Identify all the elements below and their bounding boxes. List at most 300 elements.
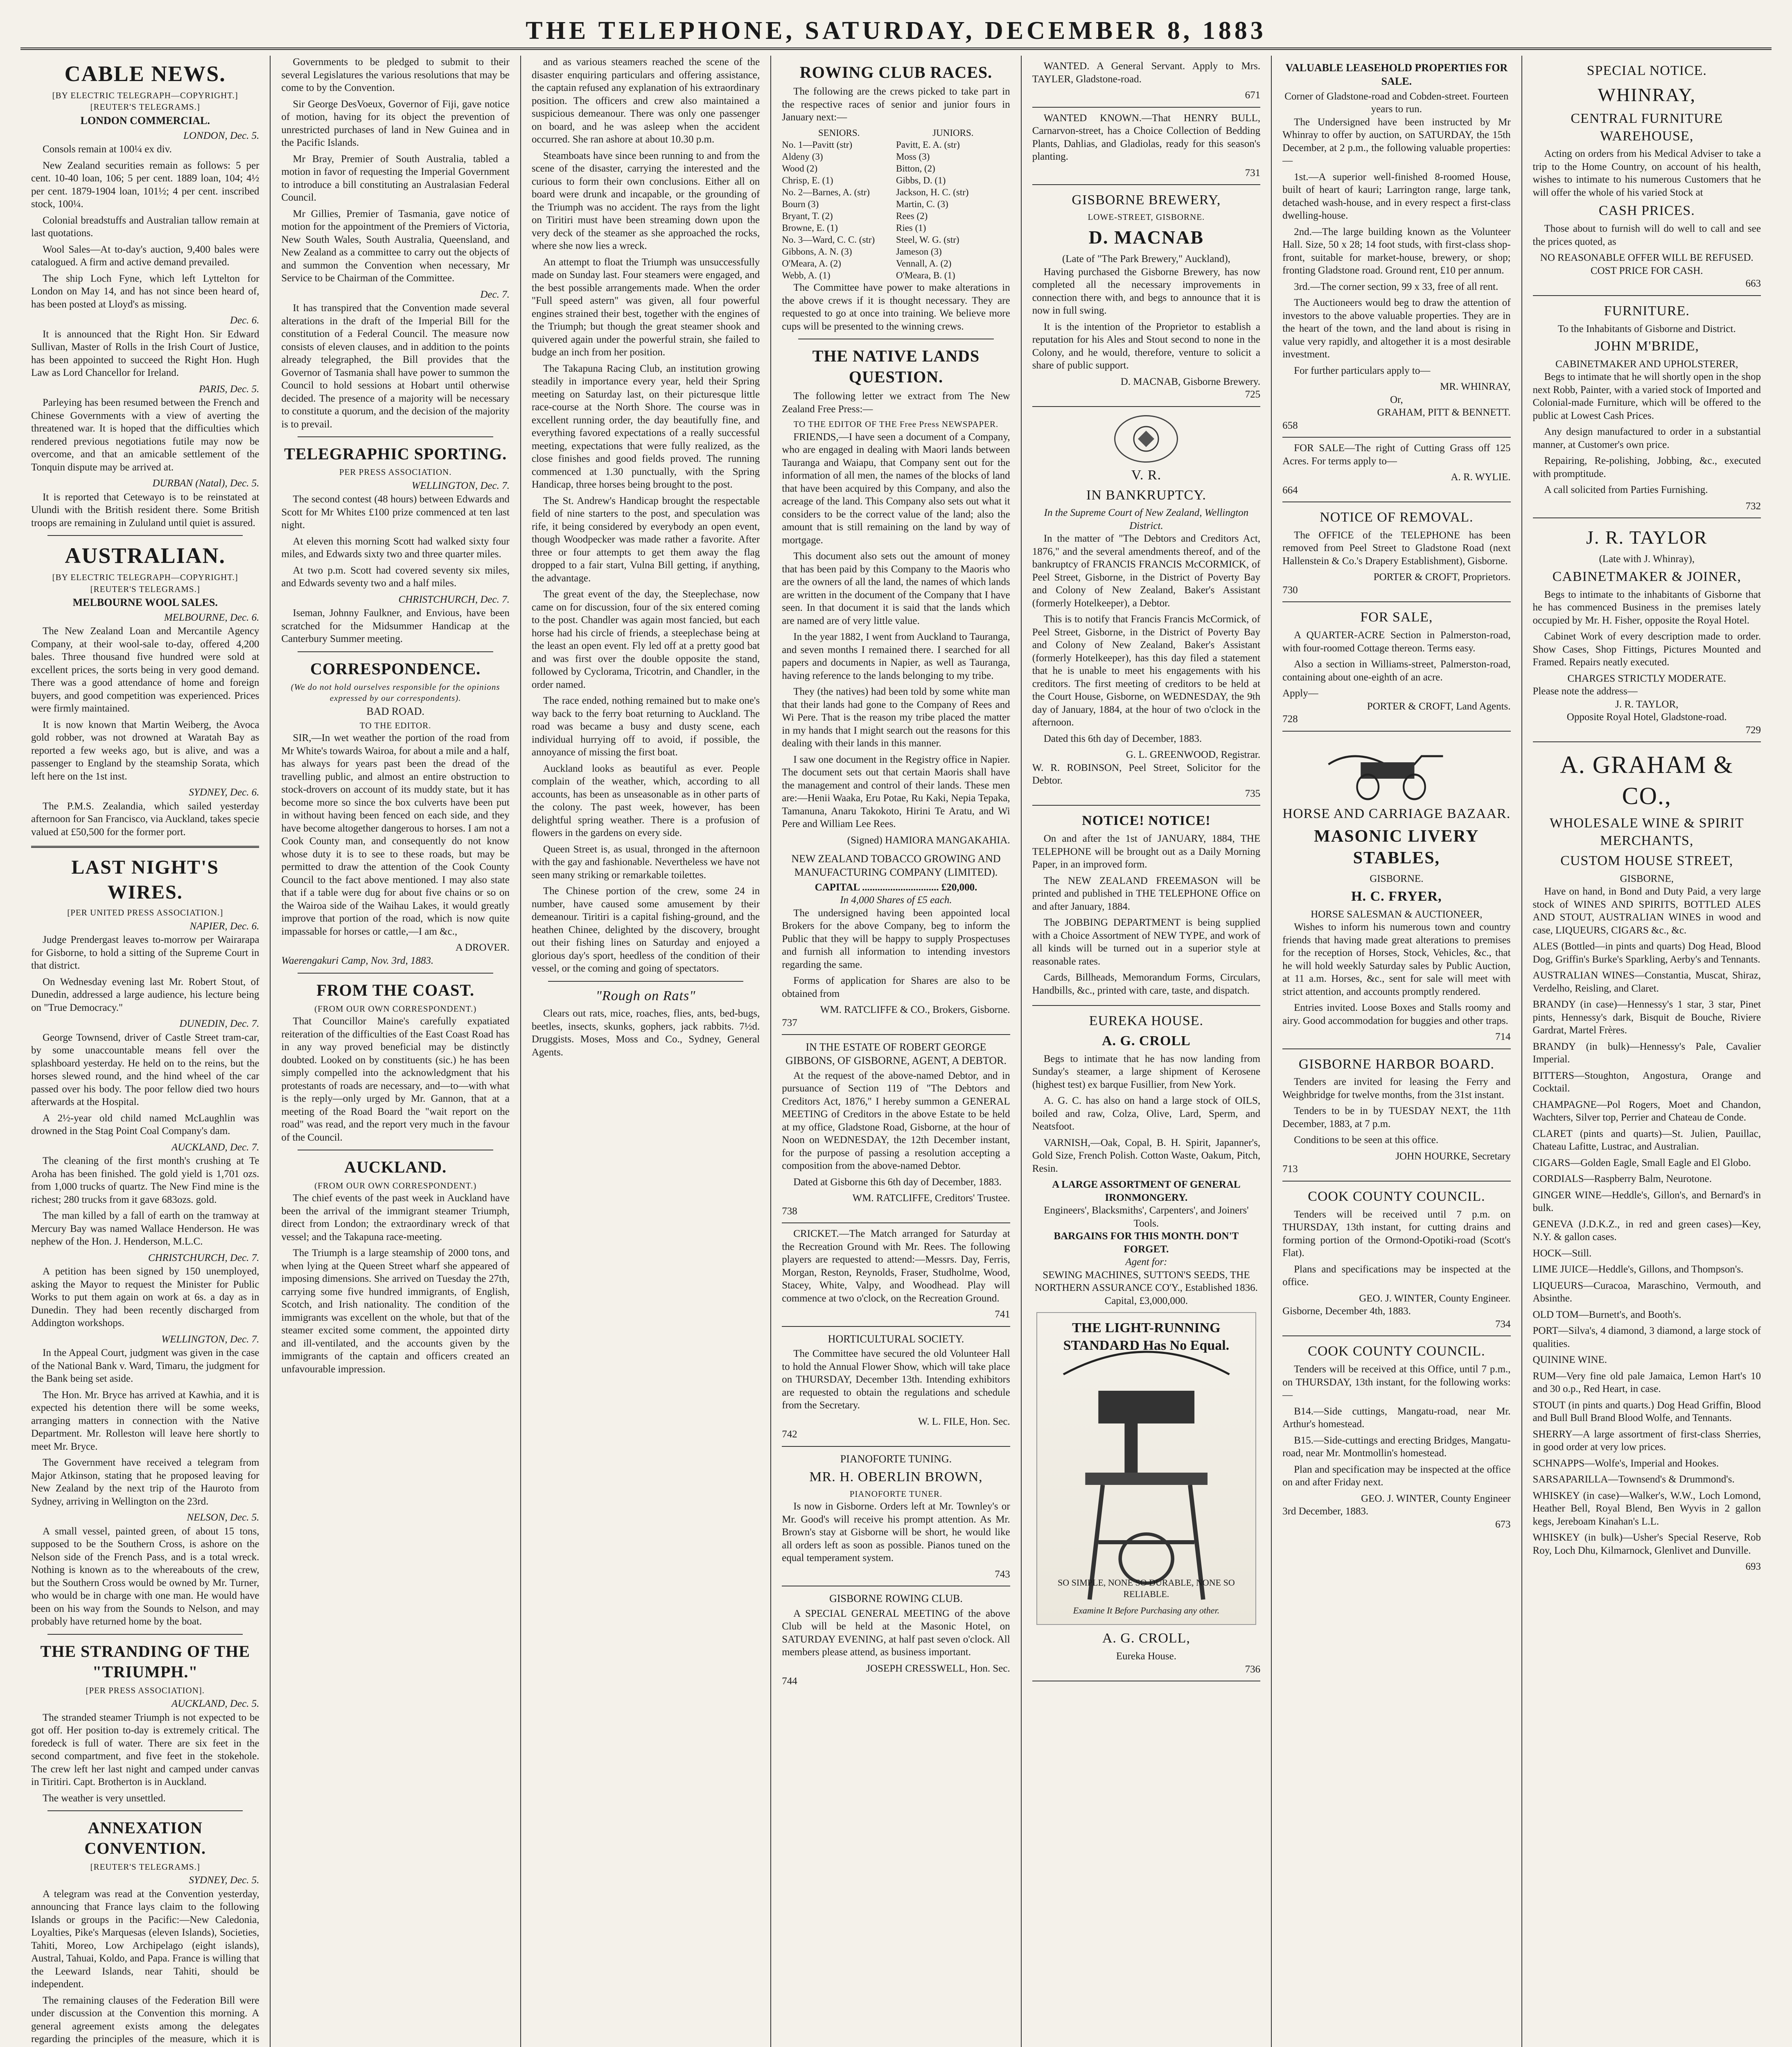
- article-paragraph: In the Appeal Court, judgment was given in the case of the National Bank v. Ward, Timaru, the judgment for the Bank being set aside.: [31, 1347, 260, 1385]
- ware-item: LIME JUICE—Heddle's, Gillons, and Thompson's.: [1532, 1264, 1744, 1275]
- ware-item: GENEVA (J.D.K.Z., in red and green cases)—Key, N.Y. & gallon cases.: [1532, 1218, 1761, 1243]
- ad-body: WANTED. A General Servant. Apply to Mrs. TAYLER, Gladstone-road.: [1032, 61, 1261, 85]
- article-paragraph: The Chinese portion of the crew, some 24 in number, have caused some amusement by their demeanour. Tiritiri is a capital fishing-ground, and the heathen Chinee, delighted by the discovery, brought out their fishing lines on Saturday and enjoyed a glorious day's sport, heedless of the condition of their vessel, or the coming and going of spectators.: [531, 886, 760, 974]
- ad-number: 744: [782, 1676, 797, 1687]
- ad-signature: WM. RATCLIFFE, Creditors' Trustee.: [852, 1193, 1010, 1204]
- ad-body: A. G. C. has also on hand a large stock of OILS, boiled and raw, Colza, Olive, Lard, Sperm, and Neatsfoot.: [1032, 1095, 1261, 1132]
- crew-row: [782, 246, 1010, 258]
- triumph-title: THE STRANDING OF THE "TRIUMPH.": [40, 1642, 250, 1681]
- ad-location: Corner of Gladstone-road and Cobden-street. Fourteen years to run.: [1284, 90, 1509, 115]
- australian-title: AUSTRALIAN.: [65, 543, 226, 568]
- pianoforte-ad: [782, 1447, 1010, 1586]
- article-paragraph: George Townsend, driver of Castle Street tram-car, by some unaccountable means fell over the splashboard yesterday. He held on to the reins, but the horses slewed round, and the hind wheel of the car passed over his body. The poor fellow died two hours afterwards at the Hospital.: [31, 1032, 260, 1108]
- ad-body: 3rd.—The corner section, 99 x 33, free of all rent.: [1294, 281, 1499, 292]
- crew-row: [782, 187, 1010, 199]
- column-5: [1022, 56, 1272, 2047]
- horticultural-ad: [782, 1327, 1010, 1447]
- article-paragraph: They (the natives) had been told by some white man that their lands had gone to the Company of Rees and Wi Pere. That is the reason my tribe placed the matter in my hands that I might search out the reasons for this dealing with their lands in this manner.: [782, 686, 1010, 749]
- dateline: SYDNEY, Dec. 5.: [189, 1875, 260, 1886]
- article-paragraph: On Wednesday evening last Mr. Robert Stout, of Dunedin, addressed a large audience, his lecture being on "True Democracy.": [31, 976, 260, 1013]
- ad-body: Tenders to be in by TUESDAY NEXT, the 11th December, 1883, at 7 p.m.: [1282, 1105, 1511, 1130]
- ad-body: B14.—Side cuttings, Mangatu-road, near Mr. Arthur's homestead.: [1282, 1405, 1511, 1430]
- article-paragraph: The Government have received a telegram from Major Atkinson, stating that he proposed leaving for New Zealand by the next trip of the Hauroto from Sydney, arriving in Wellington on the 23rd.: [31, 1457, 260, 1507]
- dateline: LONDON, Dec. 5.: [183, 130, 260, 141]
- ad-body: CRICKET.—The Match arranged for Saturday at the Recreation Ground with Mr. Rees. The following players are requested to attend:—Messrs. Day, Ferris, Morgan, Reston, Reynolds, Fraser, Studholme, Wood, Stacey, White, Valpy, and Woodhead. Play will commence at two o'clock, on the Recreation Ground.: [782, 1228, 1010, 1304]
- divider: [298, 436, 493, 437]
- ad-subheading: To the Inhabitants of Gisborne and District.: [1557, 323, 1736, 334]
- junior-crew-member: Bitton, (2): [896, 163, 935, 174]
- london-commercial-heading: LONDON COMMERCIAL.: [80, 114, 210, 127]
- ad-body: Begs to intimate that he has now landing from Sunday's steamer, a large shipment of Kerosene (highest test) ex barque Fusillier, from New York.: [1032, 1053, 1261, 1090]
- ad-title: PIANOFORTE TUNING.: [840, 1453, 952, 1465]
- column-7: [1522, 56, 1772, 2047]
- article-paragraph: Colonial breadstuffs and Australian tallow remain at last quotations.: [31, 215, 260, 239]
- ad-signature: GEO. J. WINTER, County Engineer: [1361, 1493, 1511, 1504]
- ad-title: FOR SALE,: [1360, 610, 1433, 625]
- ad-body: The undersigned having been appointed local Brokers for the above Company, beg to inform the Public that they will be happy to supply Prospectuses and furnish all information to intending investors regarding the same.: [782, 907, 1010, 970]
- ad-body: Forms of application for Shares are also to be obtained from: [782, 975, 1010, 999]
- estate-ad: [782, 1035, 1010, 1223]
- article-paragraph: Steamboats have since been running to and from the scene of the disaster, carrying the interested and the curious to form their own conclusions. Either all on board were drunk and incapable, or the grounding of the Triumph was no accident. The rays from the light on Tiritiri must have been streaming down upon the very deck of the steamer as she approached the rocks, where she now lies a wreck.: [531, 150, 760, 251]
- letter-heading: BAD ROAD.: [366, 705, 424, 718]
- ad-number: 741: [995, 1309, 1010, 1320]
- article-paragraph: The New Zealand Loan and Mercantile Agency Company, at their wool-sale to-day, offered 4,200 bales. Three thousand five hundred were sold at excellent prices, the sorts being in very good demand. There was a good attendance of home and foreign buyers, and good competition was experienced. Prices were firmly maintained.: [31, 626, 260, 714]
- senior-crew-member: No. 1—Pavitt (str): [782, 139, 853, 150]
- ad-late: (Late with J. Whinray),: [1599, 554, 1695, 565]
- standard-caption: SO SIMPLE, NONE SO DURABLE, NONE SO RELIABLE.: [1058, 1577, 1235, 1599]
- crew-row: [782, 163, 1010, 175]
- ware-item: SHERRY—A large assortment of first-class Sherries, in good order at very low prices.: [1532, 1428, 1761, 1453]
- senior-crew-member: Bryant, T. (2): [782, 210, 833, 221]
- ad-heading: MASONIC LIVERY STABLES,: [1314, 827, 1479, 868]
- article-paragraph: FRIENDS,—I have seen a document of a Company, who are engaged in dealing with Maori lands between Tauranga and Waiapu, that Company sent out for the information of all men, the names of the blocks of land that have been acquired by this Company, and also the acreage of the land. This Company also sets out what it considers to be the correct value of the land; also the amount that is still remaining on the land by way of mortgage.: [782, 431, 1010, 546]
- divider: [47, 535, 243, 536]
- ad-subheading: WHOLESALE WINE & SPIRIT MERCHANTS,: [1549, 816, 1744, 849]
- senior-crew-member: Bourn (3): [782, 199, 819, 209]
- ad-title: SPECIAL NOTICE.: [1587, 63, 1707, 78]
- dateline: WELLINGTON, Dec. 7.: [411, 480, 510, 491]
- sporting-subtitle: PER PRESS ASSOCIATION.: [339, 467, 452, 477]
- court: In the Supreme Court of New Zealand, Wellington District.: [1044, 507, 1249, 531]
- ad-date: Gisborne, December 4th, 1883.: [1282, 1306, 1411, 1317]
- letter-body: SIR,—In wet weather the portion of the road from Mr White's towards Wairoa, for about a mile and a half, has always for years past been the dread of the travelling public, and almost an entire obstruction to stock-drovers on account of its muddy state, but it has become more so since the box culverts have been put in without having been fenced on each side, and they have become altogether dangerous to horses. I am not a Cook County man, and consequently do not know whose duty it is to see to these roads, but may be permitted to draw the attention of the Cook County Council to the fact above mentioned. I may also state that if a table were dug for about five chains or so on the Wairoa side of the Waihau Lakes, it would greatly improve that portion of the road, which is now quite impassable for horses or cattle,—I am &c.,: [281, 732, 510, 937]
- dateline: NELSON, Dec. 5.: [187, 1512, 260, 1523]
- annexation-title: ANNEXATION CONVENTION.: [84, 1819, 206, 1858]
- ad-body: This is to notify that Francis Francis McCormick, of Peel Street, Gisborne, in the District of Poverty Bay and Colony of New Zealand, Baker's Assistant (formerly Hotelkeeper), has this day filed a statement that he is unable to meet his engagements with his creditors. The first meeting of creditors to be held at the Court House, Gisborne, on WEDNESDAY, the 9th day of January, 1884, at the hour of two o'clock in the afternoon.: [1032, 614, 1261, 728]
- junior-crew-member: Ries (1): [896, 222, 926, 233]
- ad-address: LOWE-STREET, GISBORNE.: [1088, 212, 1205, 222]
- ad-body: A SPECIAL GENERAL MEETING of the above Club will be held at the Masonic Hotel, on SATURDAY EVENING, at half past seven o'clock. All members please attend, as business important.: [782, 1608, 1010, 1658]
- article-paragraph: A telegram was read at the Convention yesterday, announcing that France lays claim to the following Islands or groups in the Pacific:—New Caledonia, Loyalties, Pike's Marquesas (eleven Islands), Societies, Tahiti, Moreo, Low Archipelago (eight islands), Austral, Tahuai, Koldo, and Papa. France is willing that the Leeward Islands, near Tahiti, should be independent.: [31, 1888, 260, 1990]
- ad-heading: CENTRAL FURNITURE WAREHOUSE,: [1571, 111, 1723, 144]
- ad-number: 664: [1282, 484, 1298, 496]
- graham-ad: [1533, 742, 1761, 1578]
- ad-title: IN THE ESTATE OF ROBERT GEORGE GIBBONS, OF GISBORNE, AGENT, A DEBTOR.: [785, 1041, 1007, 1066]
- crew-row: [782, 199, 1010, 210]
- cricket-ad: [782, 1223, 1010, 1327]
- livery-stables-ad: [1282, 732, 1510, 1049]
- vr-label: V. R.: [1131, 467, 1162, 483]
- ad-body: Please note the address—: [1532, 686, 1638, 697]
- ad-body: Plan and specification may be inspected at the office on and after Friday next.: [1282, 1464, 1511, 1488]
- ad-number: 735: [1245, 788, 1261, 799]
- ad-signature: A. R. WYLIE.: [1451, 472, 1511, 483]
- article-paragraph: Iseman, Johnny Faulkner, and Envious, have been scratched for the Midsummer Handicap at the Canterbury Summer meeting.: [281, 608, 510, 645]
- wool-sales-heading: MELBOURNE WOOL SALES.: [72, 596, 218, 609]
- ad-body: Tenders will be received at this Office, until 7 p.m., on THURSDAY, 13th instant, for the following works:—: [1282, 1364, 1511, 1401]
- ad-solicitor: W. R. ROBINSON, Peel Street, Solicitor for the Debtor.: [1032, 762, 1261, 786]
- removal-ad: [1282, 502, 1510, 602]
- article-paragraph: The Takapuna Racing Club, an institution growing steadily in importance every year, held their Spring meeting on Saturday last, on their picturesque little race-course at the North Shore. The course was in excellent running order, the day beautifully fine, and everything favored expectations of a really successful meeting, expectations that were fully realized, as the close finishes and good fields proved. The running commenced at 1.30 punctually, with the Spring Handicap, three horses being brought to the post.: [531, 363, 760, 490]
- sporting-title: TELEGRAPHIC SPORTING.: [284, 445, 507, 463]
- rough-on-rats-ad-title: "Rough on Rats": [596, 988, 696, 1003]
- signature: (Signed) HAMIORA MANGAKAHIA.: [847, 834, 1010, 846]
- ad-number: 693: [1745, 1561, 1761, 1573]
- ad-body: Have on hand, in Bond and Duty Paid, a very large stock of WINES AND SPIRITS, BOTTLED ALES AND STOUT, AUSTRALIAN WINES in wood and case, LIQUEURS, CIGARS &c., &c.: [1532, 886, 1761, 936]
- eureka-ad: [1032, 1006, 1260, 1681]
- dateline: DURBAN (Natal), Dec. 5.: [152, 478, 260, 489]
- ad-body: Tenders will be received until 7 p.m. on THURSDAY, 13th instant, for cutting drains and forming portion of the Ormond-Opotiki-road (Scott's Flat).: [1282, 1209, 1511, 1259]
- ad-body: Dated this 6th day of December, 1883.: [1043, 733, 1202, 744]
- ad-title: GISBORNE HARBOR BOARD.: [1298, 1056, 1494, 1072]
- dateline: AUCKLAND, Dec. 5.: [171, 1698, 260, 1709]
- from-the-coast-title: FROM THE COAST.: [316, 981, 475, 1000]
- bargains: BARGAINS FOR THIS MONTH. DON'T FORGET.: [1054, 1231, 1239, 1255]
- ware-item: WHISKEY (in case)—Walker's, W.W., Loch Lomond, Heather Bell, Royal Blend, Ben Wyvis in 2 gallon kegs, Jereboam Kinahan's L.L.: [1532, 1490, 1761, 1527]
- ad-signature: J. R. TAYLOR,: [1615, 698, 1679, 710]
- ad-heading: MR. H. OBERLIN BROWN,: [809, 1469, 983, 1484]
- article-paragraph: The weather is very unsettled.: [43, 1792, 166, 1804]
- ad-number: 658: [1282, 420, 1298, 431]
- ad-title: NOTICE OF REMOVAL.: [1320, 510, 1474, 525]
- ware-item: SARSAPARILLA—Townsend's & Drummond's.: [1532, 1474, 1735, 1485]
- ad-subsignature: Eureka House.: [1116, 1651, 1176, 1662]
- article-paragraph: I saw one document in the Registry office in Napier. The document sets out that certain Maoris shall have the management and control of their lands. These men are:—Henii Waaka, Eru Potae, Ru Kaki, Nepia Tepaka, Tamanuna, Anaru Takokoto, Hirini Te Aratu, and Wi Pere and William Lee Rees.: [782, 754, 1010, 830]
- article-paragraph: and as various steamers reached the scene of the disaster enquiring particulars and offering assistance, the captain refused any explanation of his extraordinary position. The officers and crew also maintained a suspicious demeanour. There was only one passenger on board, and he was asleep when the accident occurred. She ran ashore at about 10.30 p.m.: [531, 56, 760, 145]
- ad-title: VALUABLE LEASEHOLD PROPERTIES FOR SALE.: [1285, 62, 1508, 87]
- article-paragraph: The Triumph is a large steamship of 2000 tons, and when lying at the Queen Street wharf she appeared of imposing dimensions. She arrived on Tuesday the 27th, carrying some five hundred immigrants, of English, Scotch, and Irish nationality. The condition of the immigrants was excellent on the whole, but that of the steamer excited some comment, the appointed dirty and ill-ventilated, and the accounts given by the immigrants of the captain and officers created an unfavourable impression.: [281, 1247, 510, 1375]
- senior-crew-member: No. 2—Barnes, A. (str): [782, 187, 870, 197]
- last-nights-wires-title: LAST NIGHT'S WIRES.: [71, 856, 219, 903]
- ad-body: Engineers', Blacksmiths', Carpenters', and Joiners' Tools.: [1044, 1205, 1249, 1229]
- ad-name: H. C. FRYER,: [1351, 888, 1442, 904]
- agent-list: SEWING MACHINES, SUTTON'S SEEDS, THE NORTHERN ASSURANCE CO'Y., Established 1836. Capital, £3,000,000.: [1034, 1269, 1258, 1306]
- dateline: PARIS, Dec. 5.: [199, 383, 260, 395]
- ad-body: It is the intention of the Proprietor to establish a reputation for his Ales and Stout second to none in the Colony, and he would, therefore, venture to solicit a share of public support.: [1032, 321, 1261, 371]
- junior-crew-member: O'Meara, B. (1): [896, 270, 955, 280]
- brewery-ad: [1032, 185, 1260, 407]
- crew-row: [782, 258, 1010, 270]
- senior-crew-member: Aldeny (3): [782, 151, 823, 162]
- triumph-subtitle: [PER PRESS ASSOCIATION].: [86, 1685, 205, 1695]
- article-paragraph: It has transpired that the Convention made several alterations in the draft of the Imperial Bill for the constitution of a Federal Council. The measure now consists of eleven clauses, and in addition to the points already telegraphed, the Bill provides that the Governor of Tasmania shall have power to summon the Council to hold sessions at Hobart until otherwise decided. The presence of a majority will be necessary to constitute a quorum, and the decision of the majority is to prevail.: [281, 303, 510, 430]
- ad-number: 729: [1745, 724, 1761, 736]
- ad-body: B15.—Side-cuttings and erecting Bridges, Mangatu-road, near Mr. Montmollin's homestead.: [1282, 1435, 1511, 1459]
- divider: [31, 846, 259, 848]
- taylor-ad: [1533, 518, 1761, 742]
- article-paragraph: A small vessel, painted green, of about 15 tons, supposed to be the Southern Cross, is ashore on the Nelson side of the French Pass, and is a total wreck. Nothing is known as to the whereabouts of the crew, but the Southern Cross would be owned by Mr. Turner, who would be in charge with one man. He would have been on his way from the Sounds to Nelson, and may probably have returned home by the boat.: [31, 1525, 260, 1627]
- leasehold-ad: [1282, 56, 1510, 438]
- ad-body: Clears out rats, mice, roaches, flies, ants, bed-bugs, beetles, insects, skunks, gophers, jack rabbits. 7½d. Druggists. Moses, Moss and Co., Sydney, General Agents.: [531, 1008, 760, 1058]
- ad-signature: WM. RATCLIFFE & CO., Brokers, Gisborne.: [820, 1004, 1010, 1016]
- ad-number: 731: [1245, 167, 1261, 178]
- ad-title: NEW ZEALAND TOBACCO GROWING AND MANUFACTURING COMPANY (LIMITED).: [791, 853, 1001, 878]
- ad-body: WANTED KNOWN.—That HENRY BULL, Carnarvon-street, has a Choice Collection of Bedding Plants, Dahlias, and Gladiolas, ready for this season's planting.: [1032, 112, 1261, 162]
- ad-subheading: CABINETMAKER AND UPHOLSTERER,: [1555, 358, 1738, 370]
- ad-body: Begs to intimate that he will shortly open in the shop next Robb, Painter, with a varied stock of Imported and Colonial-made Furniture, which will be offered to the public at Lowest Cash Prices.: [1532, 371, 1761, 421]
- ad-body: Wishes to inform his numerous town and country friends that having made great alterations to premises for the reception of Horses, Stock, Vehicles, &c., that he will hold weekly Saturday sales by Public Auction, at 11 a.m. Horses, &c., sent for sale will meet with strict attention, and accounts promptly rendered.: [1282, 922, 1511, 997]
- divider: [298, 973, 493, 974]
- ad-signature: PORTER & CROFT, Proprietors.: [1373, 572, 1511, 583]
- crew-row: [782, 222, 1010, 234]
- australian-subtitle: [BY ELECTRIC TELEGRAPH—COPYRIGHT.]: [52, 572, 238, 583]
- ad-name: A. G. CROLL: [1101, 1033, 1191, 1049]
- ad-address: CUSTOM HOUSE STREET,: [1560, 853, 1733, 869]
- ad-body: In the matter of "The Debtors and Creditors Act, 1876," and the several amendments thereof, and of the bankruptcy of FRANCIS FRANCIS McCORMICK, of Peel Street, Gisborne, in the District of Poverty Bay and Colony of New Zealand, Baker's Assistant (formerly Hotelkeeper), a Debtor.: [1032, 533, 1261, 609]
- ad-title: COOK COUNTY COUNCIL.: [1308, 1344, 1485, 1359]
- divider: [548, 981, 743, 982]
- ad-subheading: (Late of "The Park Brewery," Auckland),: [1062, 253, 1230, 265]
- dateline: Dec. 7.: [480, 289, 510, 300]
- to-editor-label: TO THE EDITOR OF THE Free Press NEWSPAPER.: [793, 419, 999, 429]
- ware-item: ALES (Bottled—in pints and quarts) Dog Head, Blood Dog, Griffin's Burke's Sparkling, Aerby's and Tennants.: [1532, 941, 1761, 965]
- reuters-label: [REUTER'S TELEGRAMS.]: [90, 1862, 200, 1872]
- article-paragraph: Consols remain at 100¼ ex div.: [43, 144, 172, 155]
- ad-subheading: CABINETMAKER & JOINER,: [1552, 569, 1741, 584]
- article-paragraph: Parleying has been resumed between the French and Chinese Governments with a view of averting the threatened war. It is hoped that the difficulties which rendered previous negotiations futile may now be overcome, and that an amicable settlement of the Tonquin dispute may be arrived at.: [31, 397, 260, 473]
- wanted-known-ad: [1032, 108, 1260, 185]
- ad-number: 714: [1495, 1031, 1511, 1043]
- ad-title: IN BANKRUPTCY.: [1086, 487, 1206, 503]
- ad-body: A call solicited from Parties Furnishing.: [1544, 484, 1708, 496]
- article-paragraph: It is now known that Martin Weiberg, the Avoca gold robber, was not drowned at Waratah Bay as reported a few weeks ago, but is alive, and was a passenger to England by the steamship Sorata, which left here on the 1st inst.: [31, 719, 260, 782]
- masthead: THE TELEPHONE, SATURDAY, DECEMBER 8, 1883: [20, 14, 1772, 50]
- capital: CAPITAL .............................. £20,000.: [815, 881, 977, 893]
- ad-body: A LARGE ASSORTMENT OF GENERAL IRONMONGERY.: [1052, 1179, 1241, 1203]
- ad-body: The Undersigned have been instructed by Mr Whinray to offer by auction, on SATURDAY, the 15th December, at 2 p.m., the following valuable properties:—: [1282, 116, 1511, 166]
- bankruptcy-ad: [1032, 407, 1260, 806]
- harbor-board-ad: [1282, 1049, 1510, 1182]
- ad-number: 732: [1745, 500, 1761, 512]
- article-paragraph: At two p.m. Scott had covered seventy six miles, and Edwards seventy two and a half miles.: [281, 565, 510, 589]
- crew-row: [782, 175, 1010, 187]
- junior-crew-member: Pavitt, E. A. (str): [896, 139, 960, 150]
- ad-date: 3rd December, 1883.: [1282, 1506, 1369, 1517]
- article-paragraph: Mr Bray, Premier of South Australia, tabled a motion in favor of requesting the Imperial Government to introduce a bill constituting an Australasian Federal Council.: [281, 153, 510, 203]
- ad-name: WHINRAY,: [1598, 84, 1696, 105]
- ware-item: BRANDY (in bulk)—Hennessy's Pale, Cavalier Imperial.: [1532, 1041, 1761, 1065]
- ware-item: BITTERS—Stoughton, Angostura, Orange and Cocktail.: [1532, 1070, 1761, 1094]
- article-paragraph: A 2½-year old child named McLaughlin was drowned in the Stag Point Coal Company's dam.: [31, 1112, 260, 1137]
- ad-body: Repairing, Re-polishing, Jobbing, &c., executed with promptitude.: [1532, 455, 1761, 479]
- dateline: MELBOURNE, Dec. 6.: [164, 612, 260, 623]
- wanted-servant-ad: [1032, 56, 1260, 108]
- crew-row: [782, 139, 1010, 151]
- junior-crew-member: Jackson, H. C. (str): [896, 187, 969, 197]
- dateline: DUNEDIN, Dec. 7.: [179, 1018, 260, 1030]
- article-paragraph: The remaining clauses of the Federation Bill were under discussion at the Convention this morning. A general agreement exists among the delegates regarding the principles of the measure, which it is: [31, 1995, 260, 2045]
- ad-title: FURNITURE.: [1604, 303, 1690, 319]
- ad-body: The NEW ZEALAND FREEMASON will be printed and published in THE TELEPHONE Office on and after January, 1884.: [1032, 875, 1261, 912]
- senior-crew-member: Wood (2): [782, 163, 818, 174]
- ad-town: GISBORNE,: [1620, 873, 1674, 884]
- ad-body: Having purchased the Gisborne Brewery, has now completed all the necessary improvements in connection there with, and begs to announce that it is now in full swing.: [1032, 266, 1261, 316]
- article-paragraph: Queen Street is, as usual, thronged in the afternoon with the gay and fashionable. Nevertheless we have not seen many striking or remarkable toilettes.: [531, 843, 760, 881]
- ad-or: Or,: [1390, 394, 1403, 405]
- ad-body: The Committee have secured the old Volunteer Hall to hold the Annual Flower Show, which will take place on THURSDAY, December 13th. Intending exhibitors are requested to obtain the regulations and schedule from the Secretary.: [782, 1348, 1010, 1411]
- cable-news-title: CABLE NEWS.: [64, 61, 226, 86]
- divider: [47, 1634, 243, 1635]
- crew-row: [782, 234, 1010, 246]
- article-paragraph: An attempt to float the Triumph was unsuccessfully made on Sunday last. Four steamers were engaged, and the best possible arrangements made. When the order "Full speed astern" was given, all four powerful engines strained their best, together with the engines of the Triumph; but though the great steamer shook and quivered again under the powerful strain, she failed to budge an inch from her position.: [531, 256, 760, 358]
- seniors-label: SENIORS.: [818, 127, 860, 138]
- standard-brand: THE LIGHT-RUNNING STANDARD Has No Equal.: [1063, 1320, 1230, 1353]
- notice-ad: [1032, 806, 1260, 1006]
- junior-crew-member: Gibbs, D. (1): [896, 175, 946, 185]
- article-paragraph: At eleven this morning Scott had walked sixty four miles, and Edwards sixty two and three quarter miles.: [281, 535, 510, 560]
- ad-signature: PORTER & CROFT, Land Agents.: [1367, 700, 1511, 712]
- ware-item: OLD TOM—Burnett's, and Booth's.: [1532, 1309, 1681, 1320]
- dateline: NAPIER, Dec. 6.: [190, 920, 260, 932]
- carriage-illustration: [1307, 740, 1486, 801]
- ware-item: GINGER WINE—Heddle's, Gillon's, and Bernard's in bulk.: [1532, 1189, 1761, 1214]
- column-1: [20, 56, 271, 2047]
- ad-body: Cards, Billheads, Memorandum Forms, Circulars, Handbills, &c., printed with care, taste, and dispatch.: [1032, 972, 1261, 996]
- article-paragraph: New Zealand securities remain as follows: 5 per cent. 10-40 loan, 106; 5 per cent. 1889 loan, 104; 4½ per cent. 1879-1904 loan, 101½; 4 per cent. inscribed stock, 100¼.: [31, 160, 260, 210]
- senior-crew-member: Browne, E. (1): [782, 222, 838, 233]
- crews-header: [782, 127, 1010, 139]
- article-paragraph: It is announced that the Right Hon. Sir Edward Sullivan, Master of Rolls in the Irish Court of Justice, has been appointed to succeed the Right Hon. Hugh Law as Lord Chancellor for Ireland.: [31, 328, 260, 379]
- article-paragraph: That Councillor Maine's carefully expatiated reiteration of the difficulties of the East Coast Road has in any way proved beneficial may be distinctly doubted. Looked on by constituents (sic.) he has been simply compelled into the acknowledgment that his protestants of roads are necessary, and—to—with what is the reply—only urged by Mr. Gannon, that at a meeting of the Road Board the "wait report on the road" was read, and the report very much in the favour of the Council.: [281, 1016, 510, 1143]
- ad-apply: Apply—: [1282, 688, 1318, 699]
- whinray-ad: [1533, 56, 1761, 296]
- ad-number: 743: [995, 1568, 1010, 1580]
- ad-signature: A. G. CROLL,: [1102, 1631, 1190, 1646]
- ad-body: CHARGES STRICTLY MODERATE.: [1567, 673, 1727, 684]
- ad-subheading: HORSE SALESMAN & AUCTIONEER,: [1311, 908, 1483, 920]
- article-paragraph: Wool Sales—At to-day's auction, 9,400 bales were catalogued. A firm and active demand prevailed.: [31, 244, 260, 268]
- article-paragraph: The stranded steamer Triumph is not expected to be got off. Her position to-day is extremely critical. The foredeck is full of water. There are six feet in the second compartment, and five feet in the stokehole. The crew left her last night and camped under canvas in Tiritiri. Capt. Brotherton is in Auckland.: [31, 1712, 260, 1787]
- junior-crew-member: Jameson (3): [896, 246, 942, 257]
- ad-name: J. R. TAYLOR: [1586, 527, 1708, 548]
- junior-crew-member: Moss (3): [896, 151, 930, 162]
- county-council-ad-1: [1282, 1182, 1510, 1336]
- article-paragraph: The race ended, nothing remained but to make one's way back to the ferry boat returning to Auckland. The road was became a busy and dusty scene, each individual hurrying off to avoid, if possible, the annoyance of missing the first boat.: [531, 695, 760, 758]
- ad-number: 673: [1495, 1518, 1511, 1530]
- ad-number: 730: [1282, 584, 1298, 596]
- article-paragraph: The cleaning of the first month's crushing at Te Aroha has been finished. The gold yield is 1,701 ozs. from 1,000 trucks of quartz. The New Find mine is the richest; 280 trucks from it gave 683ozs. gold.: [31, 1155, 260, 1205]
- auckland-subtitle: (FROM OUR OWN CORRESPONDENT.): [314, 1180, 477, 1191]
- article-paragraph: The great event of the day, the Steeplechase, now came on for discussion, four of the six entered coming to the post. Chandler was again most fancied, but each horse had his circle of friends, a steeplechase being at the least an open event. Fly led off at a pretty good bat and was first over the double opposite the stand, followed by Cyclorama, Tricotrin, and Chandler, in the order named.: [531, 589, 760, 690]
- ad-body: The OFFICE of the TELEPHONE has been removed from Peel Street to Gladstone Road (next Hallenstein & Co.'s Drapery Establishment), Gisborne.: [1282, 529, 1511, 567]
- ad-number: 736: [1245, 1663, 1261, 1675]
- ad-body: At the request of the above-named Debtor, and in pursuance of Section 119 of "The Debtors and Creditors Act, 1876," I hereby summon a GENERAL MEETING of Creditors in the above Estate to be held at my office, Gladstone Road, Gisborne, at the hour of Noon on WEDNESDAY, the 12th December instant, for the purpose of passing a resolution accepting a composition from the above-named Debtor.: [782, 1070, 1010, 1172]
- ad-number: 713: [1282, 1164, 1298, 1175]
- ad-name: JOHN M'BRIDE,: [1594, 339, 1699, 354]
- ware-item: STOUT (in pints and quarts.) Dog Head Griffin, Blood and Bull Bull Brand Blood Wolfe, and Tennants.: [1532, 1399, 1761, 1424]
- ad-title: EUREKA HOUSE.: [1089, 1013, 1204, 1029]
- ad-number: 663: [1745, 278, 1761, 289]
- senior-crew-member: Webb, A. (1): [782, 270, 831, 280]
- ware-item: CLARET (pints and quarts)—St. Julien, Pauillac, Chateau Lafitte, Lustrac, and Australian.: [1532, 1128, 1761, 1152]
- article-paragraph: The following are the crews picked to take part in the respective races of senior and junior fours in January next:—: [782, 86, 1010, 123]
- article-paragraph: The ship Loch Fyne, which left Lyttelton for London on May 14, and has not since been heard of, has been posted at Lloyd's as missing.: [31, 273, 260, 310]
- divider: [298, 651, 493, 652]
- dateline: AUCKLAND, Dec. 7.: [171, 1141, 260, 1153]
- ware-item: SCHNAPPS—Wolfe's, Imperial and Hookes.: [1532, 1457, 1719, 1469]
- agent-for: Agent for:: [1125, 1256, 1167, 1268]
- ad-address: Opposite Royal Hotel, Gladstone-road.: [1566, 712, 1727, 723]
- coast-subtitle: (FROM OUR OWN CORRESPONDENT.): [314, 1003, 477, 1014]
- ad-body: 1st.—A superior well-finished 8-roomed House, built of heart of kauri; Larrington range, large tank, detached wash-house, and in every respect a first-class dwelling-house.: [1282, 171, 1511, 221]
- rowing-title: ROWING CLUB RACES.: [799, 63, 993, 81]
- wires-subtitle: [PER UNITED PRESS ASSOCIATION.]: [67, 908, 223, 918]
- ad-name: D. MACNAB: [1088, 227, 1204, 248]
- article-paragraph: The man killed by a fall of earth on the tramway at Mercury Bay was named Wallace Henderson. He was nephew of the Hon. J. Henderson, M.L.C.: [31, 1210, 260, 1247]
- cash-prices: CASH PRICES.: [1598, 203, 1695, 219]
- auckland-title: AUCKLAND.: [344, 1158, 447, 1177]
- article-paragraph: Auckland looks as beautiful as ever. People complain of the weather, which, according to all accounts, has been as unseasonable as in other parts of the colony. The past week, however, has been delightful spring weather. There is a profusion of flowers in the gardens on every side.: [531, 763, 760, 838]
- letter-to-editor: TO THE EDITOR.: [359, 720, 431, 730]
- ad-body: On and after the 1st of JANUARY, 1884, THE TELEPHONE will be brought out as a Daily Morning Paper, in an improved form.: [1032, 833, 1261, 870]
- senior-crew-member: O'Meara, A. (2): [782, 258, 841, 269]
- ad-number: 742: [782, 1429, 797, 1440]
- ad-body: Acting on orders from his Medical Adviser to take a trip to the Home Country, on account of his health, wishes to intimate to his numerous Customers that he will offer the whole of his varied Stock at: [1532, 148, 1761, 198]
- ad-body: VARNISH,—Oak, Copal, B. H. Spirit, Japanner's, Gold Size, French Polish. Cotton Waste, Oakum, Pitch, Resin.: [1032, 1137, 1261, 1174]
- rowing-club-ad: [782, 1586, 1010, 1693]
- dateline: CHRISTCHURCH, Dec. 7.: [398, 594, 510, 605]
- ad-title: HORSE AND CARRIAGE BAZAAR.: [1282, 806, 1511, 821]
- ad-body: Is now in Gisborne. Orders left at Mr. Townley's or Mr. Good's will receive his prompt attention. As Mr. Brown's stay at Gisborne will be short, he would like all orders left as soon as possible. Pianos tuned on the equal temperament system.: [782, 1501, 1010, 1563]
- ad-signature: GEO. J. WINTER, County Engineer.: [1359, 1292, 1511, 1304]
- article-paragraph: The Committee have power to make alterations in the above crews if it is thought necessary. They are requested to go at once into training. We believe more cups will be presented to the winning crews.: [782, 282, 1010, 332]
- mbride-ad: [1533, 296, 1761, 519]
- ad-number: 738: [782, 1205, 797, 1217]
- ad-signature: D. MACNAB, Gisborne Brewery.: [1120, 376, 1261, 387]
- ad-name: A. GRAHAM & CO.,: [1560, 751, 1734, 809]
- divider: [47, 1810, 243, 1811]
- reuters-label: [REUTER'S TELEGRAMS.]: [90, 584, 200, 594]
- juniors-label: JUNIORS.: [932, 127, 974, 138]
- dateline: CHRISTCHURCH, Dec. 7.: [148, 1252, 260, 1263]
- for-sale-ad: [1282, 602, 1510, 731]
- ad-body: Entries invited. Loose Boxes and Stalls roomy and airy. Good accommodation for buggies and other traps.: [1282, 1002, 1511, 1026]
- article-paragraph: Mr Gillies, Premier of Tasmania, gave notice of motion for the appointment of the Premiers of Victoria, New South Wales, South Australia, Queensland, and New Zealand as a committee to carry out the objects of and summon the Convention when necessary, Mr Service to be Chairman of the Committee.: [281, 208, 510, 284]
- ad-body: Plans and specifications may be inspected at the office.: [1282, 1263, 1511, 1288]
- ware-item: RUM—Very fine old pale Jamaica, Lemon Hart's 10 and 30 o.p., Red Heart, in case.: [1532, 1370, 1761, 1395]
- ad-body: For further particulars apply to—: [1294, 365, 1431, 376]
- ad-title: GISBORNE BREWERY,: [1072, 192, 1221, 208]
- ware-item: CIGARS—Golden Eagle, Small Eagle and El Globo.: [1532, 1157, 1751, 1168]
- ware-item: BRANDY (in case)—Hennessy's 1 star, 3 star, Pinet pints, Hennessy's dark, Bisquit de Bouche, Riviere Gardrat, Martel Frères.: [1532, 999, 1761, 1036]
- column-4: [771, 56, 1021, 2047]
- cost-price: COST PRICE FOR CASH.: [1590, 265, 1703, 276]
- ad-number: 725: [1245, 389, 1261, 400]
- ware-item: WHISKEY (in bulk)—Usher's Special Reserve, Rob Roy, Loch Dhu, Kilmarnock, Glenlivet and Dunville.: [1532, 1532, 1761, 1556]
- reuters-label: [REUTER'S TELEGRAMS.]: [90, 102, 200, 112]
- article-paragraph: The second contest (48 hours) between Edwards and Scott for Mr Whites £100 prize commenced at ten last night.: [281, 494, 510, 531]
- dateline: SYDNEY, Dec. 6.: [189, 787, 260, 798]
- ad-body: Conditions to be seen at this office.: [1294, 1134, 1439, 1146]
- no-refused: NO REASONABLE OFFER WILL BE REFUSED.: [1540, 252, 1754, 264]
- column-2: [271, 56, 521, 2047]
- ad-body: Also a section in Williams-street, Palmerston-road, containing about one-eighth of an acre.: [1282, 659, 1511, 683]
- column-3: [521, 56, 771, 2047]
- ware-item: CORDIALS—Raspberry Balm, Neurotone.: [1532, 1173, 1712, 1185]
- junior-crew-member: Rees (2): [896, 210, 928, 221]
- correspondence-disclaimer: (We do not hold ourselves responsible for the opinions expressed by our correspondents).: [291, 682, 500, 703]
- column-6: [1272, 56, 1522, 2047]
